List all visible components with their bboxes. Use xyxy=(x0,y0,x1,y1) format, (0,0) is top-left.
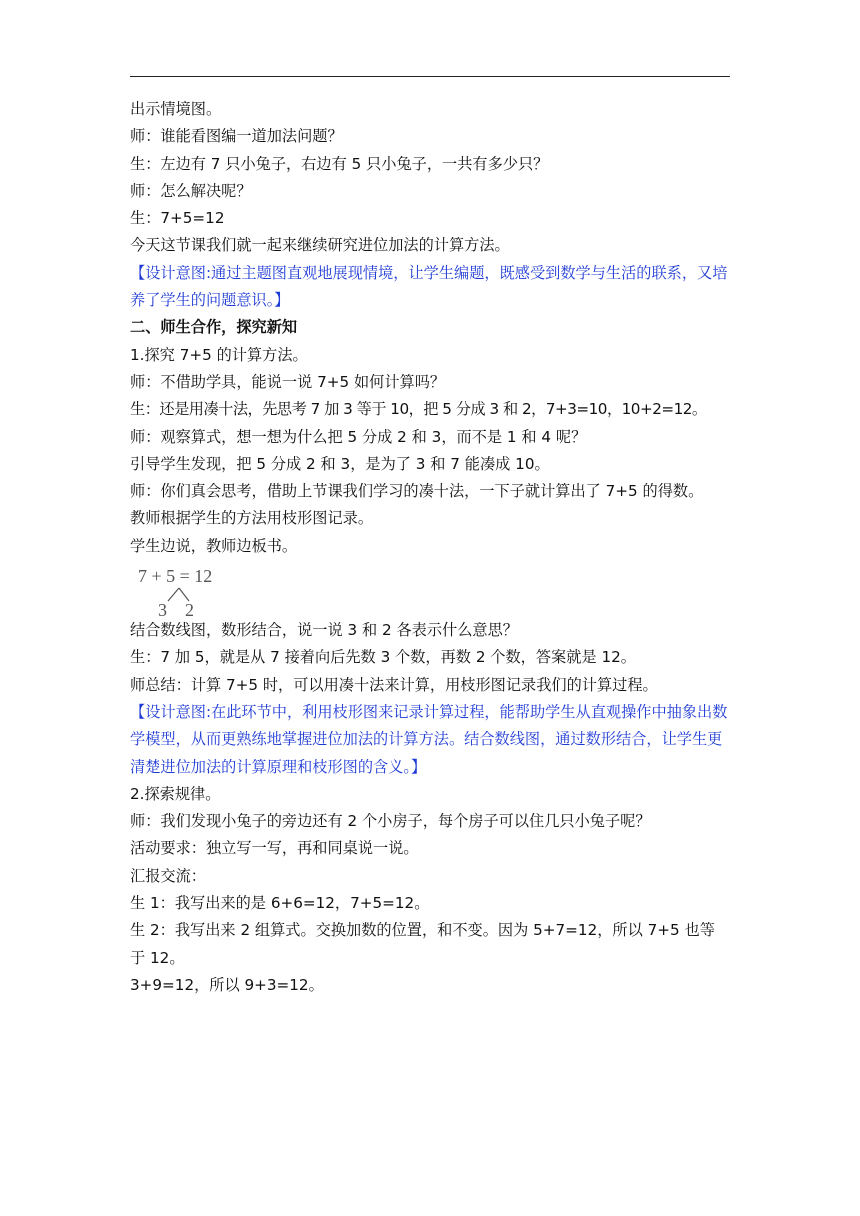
paragraph: 今天这节课我们就一起来继续研究进位加法的计算方法。 xyxy=(130,236,510,255)
branch-left-line xyxy=(168,588,179,601)
subsection-heading: 2.探索规律。 xyxy=(130,784,221,803)
paragraph: 结合数线图，数形结合，说一说 3 和 2 各表示什么意思？ xyxy=(130,621,518,640)
paragraph: 生：还是用凑十法，先思考 7 加 3 等于 10，把 5 分成 3 和 2，7+3=10，10+2=12。 xyxy=(130,400,707,419)
paragraph: 汇报交流： xyxy=(130,866,206,885)
header-rule xyxy=(130,76,730,77)
paragraph: 教师根据学生的方法用枝形图记录。 xyxy=(130,509,373,528)
paragraph: 师：我们发现小兔子的旁边还有 2 个小房子，每个房子可以住几只小兔子呢？ xyxy=(130,812,651,831)
design-intent-note: 【设计意图:通过主题图直观地展现情境，让学生编题，既感受到数学与生活的联系，又培养了学生的问题意识。】 xyxy=(130,263,728,310)
paragraph: 学生边说，教师边板书。 xyxy=(130,536,298,555)
document-body xyxy=(130,96,730,999)
branch-left-part: 3 xyxy=(158,600,167,618)
paragraph: 生：7 加 5，就是从 7 接着向后先数 3 个数，再数 2 个数，答案就是 12。 xyxy=(130,648,636,667)
paragraph: 师：你们真会思考，借助上节课我们学习的凑十法，一下子就计算出了 7+5 的得数。 xyxy=(130,482,704,501)
paragraph: 引导学生发现，把 5 分成 2 和 3，是为了 3 和 7 能凑成 10。 xyxy=(130,454,550,473)
section-heading: 二、师生合作，探究新知 xyxy=(130,318,298,337)
paragraph: 师：不借助学具，能说一说 7+5 如何计算吗？ xyxy=(130,372,446,391)
subsection-heading: 1.探究 7+5 的计算方法。 xyxy=(130,345,308,364)
paragraph: 师总结：计算 7+5 时，可以用凑十法来计算，用枝形图记录我们的计算过程。 xyxy=(130,675,658,694)
design-intent-note: 【设计意图:在此环节中，利用枝形图来记录计算过程，能帮助学生从直观操作中抽象出数学模型，从而更熟练地掌握进位加法的计算方法。结合数线图，通过数形结合，让学生更清楚进位加法的计算原理和枝形图的含义。】 xyxy=(130,702,728,776)
paragraph: 生 1：我写出来的是 6+6=12，7+5=12。 xyxy=(130,894,430,913)
branch-right-part: 2 xyxy=(185,600,194,618)
paragraph: 师：谁能看图编一道加法问题？ xyxy=(130,127,343,146)
paragraph: 师：怎么解决呢？ xyxy=(130,181,252,200)
paragraph: 生 2：我写出来 2 组算式。交换加数的位置，和不变。因为 5+7=12，所以 7+5 也等于 12。 xyxy=(130,921,715,967)
paragraph: 生：左边有 7 只小兔子，右边有 5 只小兔子，一共有多少只？ xyxy=(130,154,549,173)
paragraph: 活动要求：独立写一写，再和同桌说一说。 xyxy=(130,839,419,858)
branch-equation: 7 + 5 = 12 xyxy=(138,566,213,587)
paragraph: 师：观察算式，想一想为什么把 5 分成 2 和 3，而不是 1 和 4 呢？ xyxy=(130,427,587,446)
paragraph: 生：7+5=12 xyxy=(130,209,225,228)
paragraph: 出示情境图。 xyxy=(130,100,222,118)
paragraph: 3+9=12，所以 9+3=12。 xyxy=(130,975,324,994)
branch-diagram xyxy=(130,560,730,617)
